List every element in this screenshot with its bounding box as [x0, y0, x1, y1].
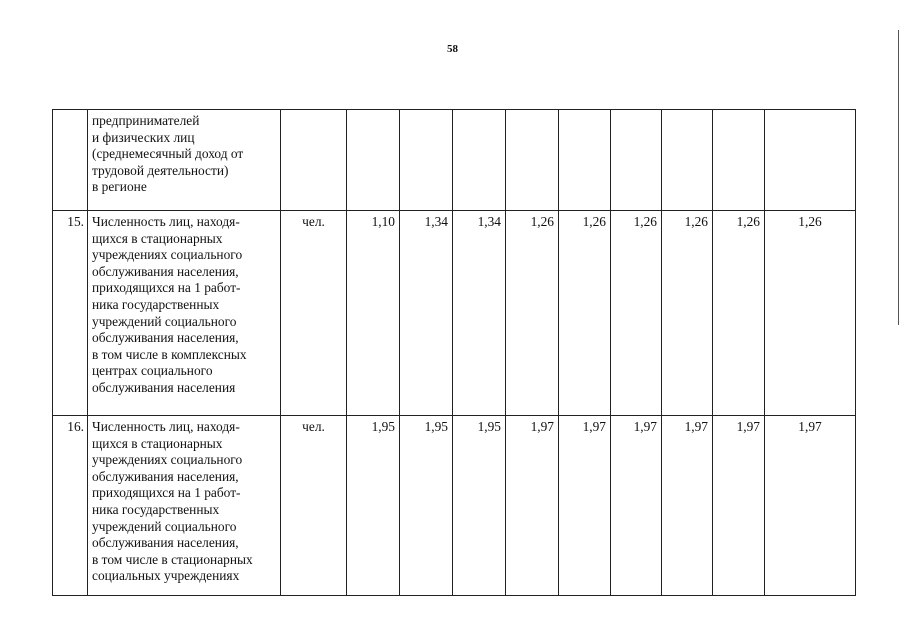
value-cell — [765, 110, 856, 211]
description-line: Численность лиц, находя- — [92, 214, 240, 229]
scan-edge-line — [898, 30, 899, 325]
description-line: приходящихся на 1 работ- — [92, 485, 241, 501]
description-line: предпринимателей — [92, 113, 200, 128]
description-line: учреждениях социального — [92, 452, 243, 468]
description-line: в том числе в стационарных — [92, 551, 253, 567]
description-line: обслуживания населения, — [92, 468, 239, 484]
value-cell: 1,26 — [559, 211, 611, 416]
value-cell: 1,26 — [662, 211, 713, 416]
row-number: 16. — [53, 416, 88, 596]
row-number — [53, 110, 88, 211]
value-cell — [611, 110, 662, 211]
value-cell: 1,97 — [662, 416, 713, 596]
table-row — [53, 416, 856, 596]
value-cell: 1,26 — [506, 211, 559, 416]
value-cell: 1,97 — [506, 416, 559, 596]
value-cell: 1,26 — [765, 211, 856, 416]
description-line: щихся в стационарных — [92, 230, 223, 246]
value-cell — [662, 110, 713, 211]
table-row — [53, 110, 856, 211]
value-cell: 1,97 — [713, 416, 765, 596]
description-line: трудовой деятельности) — [92, 162, 229, 178]
value-cell — [713, 110, 765, 211]
row-description — [88, 416, 281, 596]
row-number: 15. — [53, 211, 88, 416]
value-cell: 1,95 — [400, 416, 453, 596]
description-line: в регионе — [92, 179, 147, 195]
value-cell: 1,95 — [453, 416, 506, 596]
description-line: в том числе в комплексных — [92, 346, 247, 362]
description-line: обслуживания населения, — [92, 535, 239, 551]
description-line: и физических лиц — [92, 129, 195, 145]
description-line: центрах социального — [92, 363, 213, 379]
value-cell — [347, 110, 400, 211]
value-cell: 1,97 — [611, 416, 662, 596]
page-number: 58 — [447, 43, 458, 55]
description-line: обслуживания населения — [92, 379, 236, 395]
description-line: щихся в стационарных — [92, 435, 223, 451]
row-unit — [281, 110, 347, 211]
description-line: учреждениях социального — [92, 247, 243, 263]
value-cell: 1,34 — [453, 211, 506, 416]
description-line: обслуживания населения, — [92, 263, 239, 279]
value-cell — [453, 110, 506, 211]
row-unit: чел. — [281, 416, 347, 596]
value-cell: 1,97 — [559, 416, 611, 596]
description-line: приходящихся на 1 работ- — [92, 280, 241, 296]
value-cell: 1,26 — [611, 211, 662, 416]
value-cell — [559, 110, 611, 211]
value-cell: 1,95 — [347, 416, 400, 596]
value-cell — [400, 110, 453, 211]
table-row — [53, 211, 856, 416]
value-cell — [506, 110, 559, 211]
description-line: обслуживания населения, — [92, 330, 239, 346]
row-unit: чел. — [281, 211, 347, 416]
row-description — [88, 211, 281, 416]
value-cell: 1,34 — [400, 211, 453, 416]
description-line: (среднемесячный доход от — [92, 146, 244, 162]
description-line: Численность лиц, находя- — [92, 419, 240, 434]
value-cell: 1,97 — [765, 416, 856, 596]
description-line: учреждений социального — [92, 518, 237, 534]
row-description — [88, 110, 281, 211]
value-cell: 1,10 — [347, 211, 400, 416]
description-line: социальных учреждениях — [92, 568, 240, 584]
description-line: учреждений социального — [92, 313, 237, 329]
indicator-table — [52, 109, 856, 596]
description-line: ника государственных — [92, 501, 220, 517]
description-line: ника государственных — [92, 296, 220, 312]
value-cell: 1,26 — [713, 211, 765, 416]
